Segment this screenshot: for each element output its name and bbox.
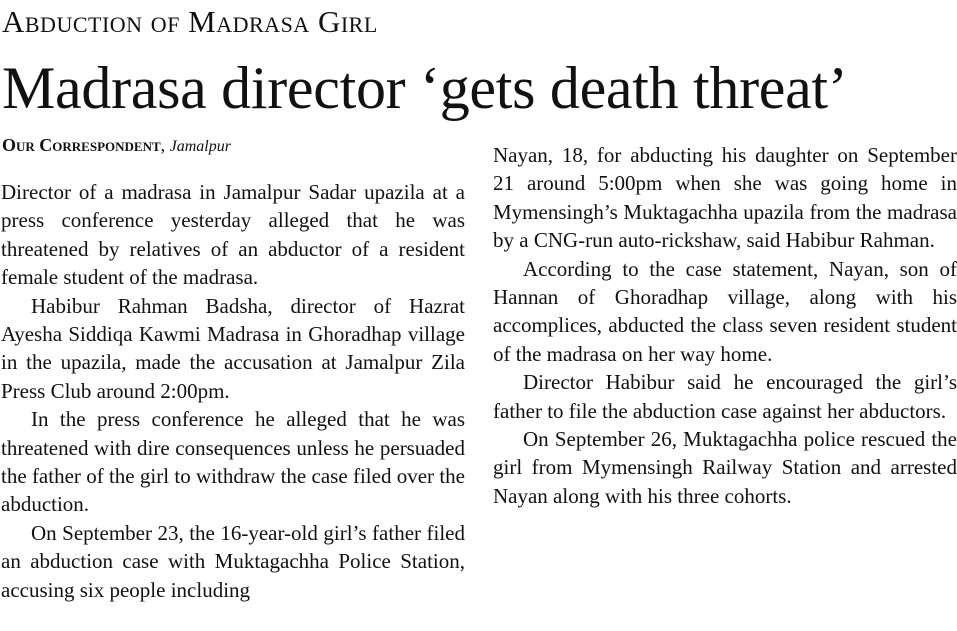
byline [2,136,231,155]
article-paragraph: On September 26, Muktagachha police rescued the girl from Mymensingh Railway Station and arrested Nayan along with his three cohorts. [493,427,957,508]
article-paragraph: In the press conference he alleged that he was threatened with dire consequences unless he persuaded the father of the girl to withdraw the case filed over the abduction. [1,407,465,517]
article-column-left [1,178,465,604]
article-headline: Madrasa director ‘gets death threat’ [2,55,848,121]
byline-separator: , [160,135,170,155]
article-paragraph: According to the case statement, Nayan, son of Hannan of Ghoradhap village, along with his accomplices, abducted the class seven resident student of the madrasa on her way home. [493,256,957,366]
article-paragraph: On September 23, the 16-year-old girl’s father filed an abduction case with Muktagachha Police Station, accusing six people including [1,520,465,602]
article-paragraph: Nayan, 18, for abducting his daughter on September 21 around 5:00pm when she was going home in Mymensingh’s Muktagachha upazila from the madrasa by a CNG-run auto-rickshaw, said Habibur Rahman. [493,143,957,253]
byline-name: Our Correspondent [2,135,161,155]
article-paragraph: Habibur Rahman Badsha, director of Hazrat Ayesha Siddiqa Kawmi Madrasa in Ghoradhap village in the upazila, made the accusation at Jamalpur Zila Press Club around 2:00pm. [1,293,465,403]
article-paragraph: Director Habibur said he encouraged the girl’s father to file the abduction case against her abductors. [493,370,957,423]
article-kicker: Abduction of Madrasa Girl [2,4,378,39]
byline-location: Jamalpur [169,138,231,155]
article-paragraph: Director of a madrasa in Jamalpur Sadar upazila at a press conference yesterday alleged that he was threatened by relatives of an abductor of a resident female student of the madrasa. [1,180,465,290]
article-column-right [493,141,957,510]
